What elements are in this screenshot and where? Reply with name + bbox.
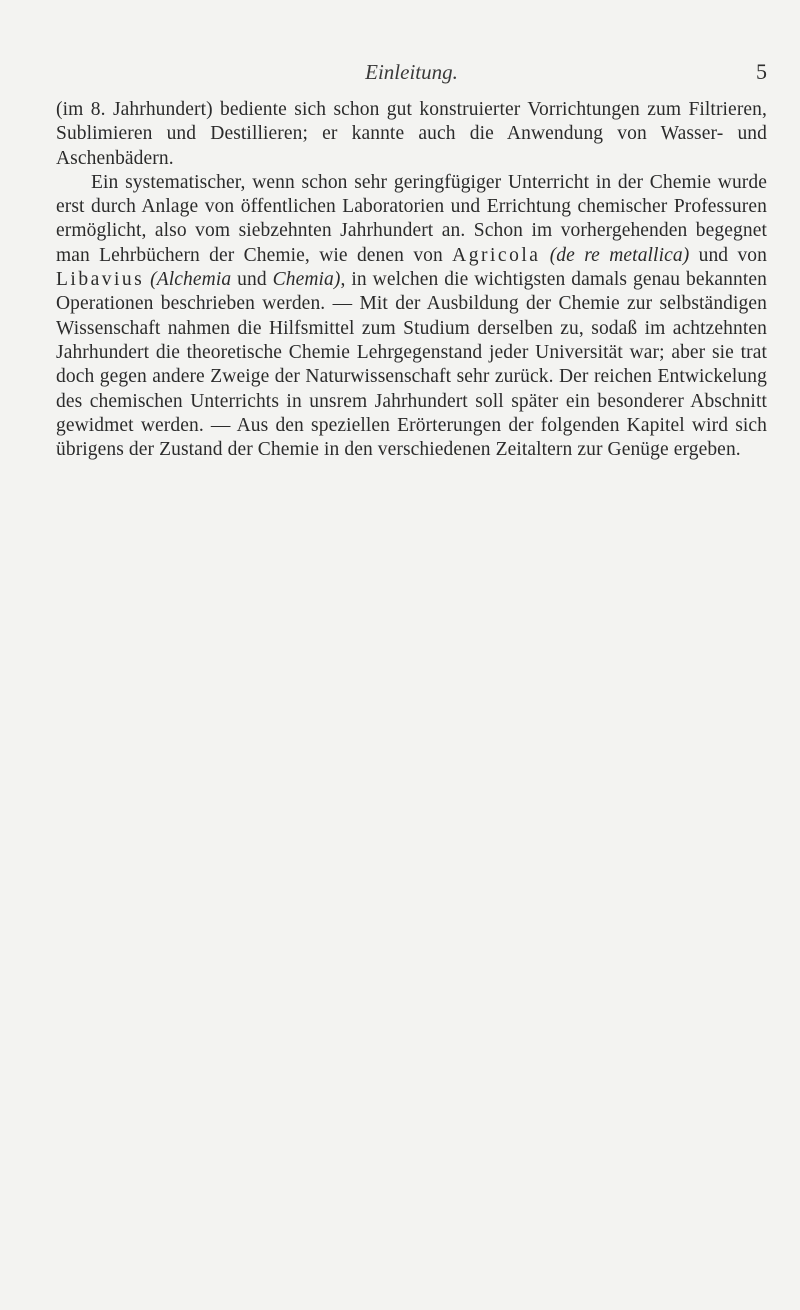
author-agricola: Agricola [452,244,541,266]
paragraph-1: (im 8. Jahrhundert) bediente sich schon gut konstruierter Vorrichtungen zum Filtrieren, Sublimieren und Destillieren; er kannte auch die Anwendung von Wasser- und Aschenbädern. [56,99,767,169]
connector-2: und [231,269,273,291]
paragraph-2-part-1: Ein systematischer, wenn schon sehr geringfügiger Unterricht in der Chemie wurde erst durch Anlage von öffentlichen Laboratorien und Errichtung chemischer Professuren ermöglicht, also vom siebzehnten Jahrhundert an. Schon im vorhergehenden begegnet man Lehrbüchern der Chemie, wie denen von [56,171,767,266]
title-de-re-metallica: (de re metallica) [549,244,690,266]
running-title: Einleitung. [365,60,458,84]
title-chemia: Chemia) [272,269,341,291]
paragraph-2 [56,171,767,463]
running-header [56,59,767,85]
connector-1: und von [689,244,767,266]
paragraph-2-part-2: , in welchen die wichtigsten damals genau bekannten Operationen beschrieben werden. — Mit der Ausbildung der Chemie zur selbständigen Wissenschaft nahmen die Hilfsmittel zum Studium derselben zu, sodaß im achtzehnten Jahrhundert die theoretische Chemie Lehrgegenstand jeder Universität war; aber sie trat doch gegen andere Zweige der Naturwissenschaft sehr zurück. Der reichen Entwickelung des chemischen Unterrichts in unsrem Jahrhundert soll später ein besonderer Abschnitt gewidmet werden. — Aus den speziellen Erörterungen der folgenden Kapitel wird sich übrigens der Zustand der Chemie in den verschiedenen Zeitaltern zur Genüge ergeben. [56,269,767,461]
author-libavius: Libavius [56,269,145,291]
space-1 [540,245,549,266]
body-text [56,98,767,462]
title-alchemia: (Alchemia [150,269,232,291]
page-number: 5 [756,59,767,84]
